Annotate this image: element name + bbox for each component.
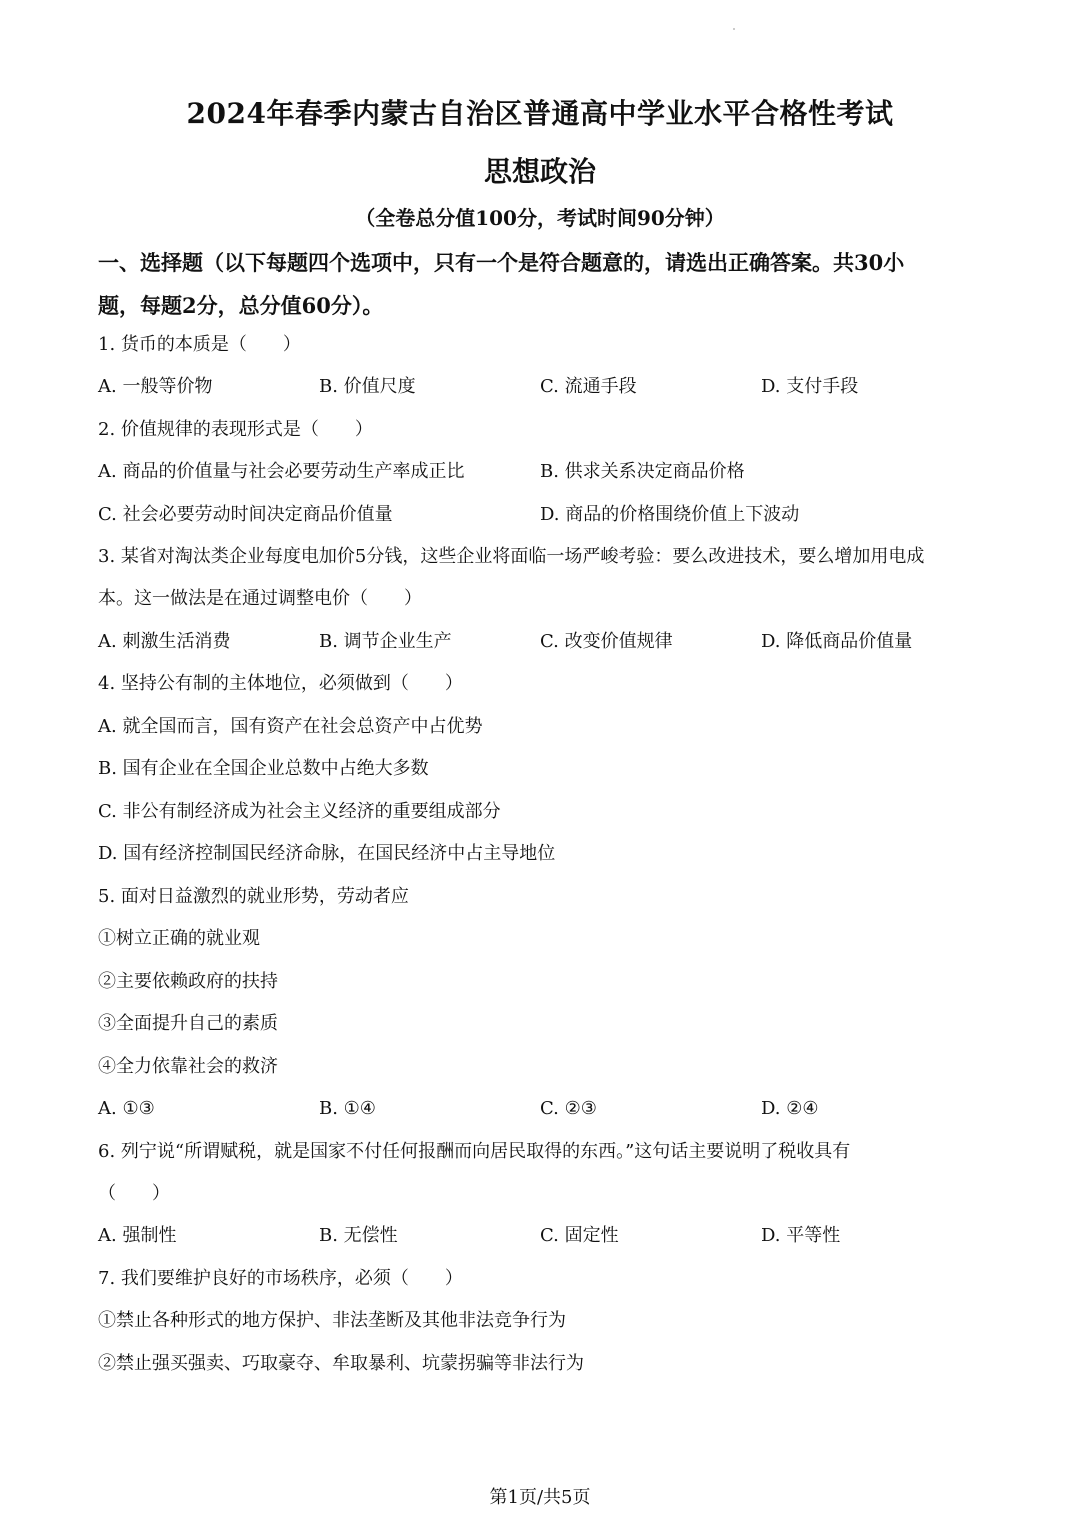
q3-option-b: B. 调节企业生产 [319, 631, 452, 652]
q4-option-b: B. 国有企业在全国企业总数中占绝大多数 [98, 758, 429, 779]
q1-option-b: B. 价值尺度 [319, 376, 416, 397]
q5-item-3: ③全面提升自己的素质 [98, 1013, 278, 1034]
q2-option-b: B. 供求关系决定商品价格 [540, 461, 745, 482]
scan-speck [733, 28, 735, 30]
question-3-stem-line2: 本。这一做法是在通过调整电价（ ） [98, 588, 422, 609]
q4-option-d: D. 国有经济控制国民经济命脉，在国民经济中占主导地位 [98, 843, 556, 864]
q6-option-d: D. 平等性 [761, 1225, 841, 1246]
q6-option-b: B. 无偿性 [319, 1225, 398, 1246]
exam-title: 2024年春季内蒙古自治区普通高中学业水平合格性考试 [186, 97, 894, 130]
question-7-stem: 7. 我们要维护良好的市场秩序，必须（ ） [98, 1268, 463, 1289]
q2-option-a: A. 商品的价值量与社会必要劳动生产率成正比 [98, 461, 465, 482]
question-2-stem: 2. 价值规律的表现形式是（ ） [98, 419, 373, 440]
question-3-stem-line1: 3. 某省对淘汰类企业每度电加价5分钱，这些企业将面临一场严峻考验：要么改进技术，要么增加用电成 [98, 546, 925, 567]
q7-item-2: ②禁止强买强卖、巧取豪夺、牟取暴利、坑蒙拐骗等非法行为 [98, 1353, 584, 1374]
q1-option-a: A. 一般等价物 [98, 376, 213, 397]
question-6-stem-line1: 6. 列宁说“所谓赋税，就是国家不付任何报酬而向居民取得的东西。”这句话主要说明了税收具有 [98, 1141, 851, 1162]
q3-option-c: C. 改变价值规律 [540, 631, 673, 652]
q1-option-d: D. 支付手段 [761, 376, 859, 397]
q6-option-c: C. 固定性 [540, 1225, 619, 1246]
q3-option-d: D. 降低商品价值量 [761, 631, 913, 652]
q2-option-c: C. 社会必要劳动时间决定商品价值量 [98, 504, 393, 525]
q7-item-1: ①禁止各种形式的地方保护、非法垄断及其他非法竞争行为 [98, 1310, 566, 1331]
q5-item-4: ④全力依靠社会的救济 [98, 1056, 278, 1077]
score-note: （全卷总分值100分，考试时间90分钟） [355, 206, 725, 230]
section-heading-line2: 题，每题2分，总分值60分）。 [98, 293, 384, 318]
q2-option-d: D. 商品的价格围绕价值上下波动 [540, 504, 800, 525]
subject-title: 思想政治 [483, 155, 596, 188]
section-heading-line1: 一、选择题（以下每题四个选项中，只有一个是符合题意的，请选出正确答案。共30小 [98, 250, 905, 275]
question-4-stem: 4. 坚持公有制的主体地位，必须做到（ ） [98, 673, 463, 694]
question-6-stem-line2: （ ） [98, 1183, 170, 1204]
q4-option-a: A. 就全国而言，国有资产在社会总资产中占优势 [98, 716, 483, 737]
q4-option-c: C. 非公有制经济成为社会主义经济的重要组成部分 [98, 801, 501, 822]
q5-option-b: B. ①④ [319, 1098, 376, 1119]
q6-option-a: A. 强制性 [98, 1225, 177, 1246]
q5-option-a: A. ①③ [98, 1098, 155, 1119]
q5-option-c: C. ②③ [540, 1098, 597, 1119]
q5-item-2: ②主要依赖政府的扶持 [98, 971, 278, 992]
q1-option-c: C. 流通手段 [540, 376, 637, 397]
question-1-stem: 1. 货币的本质是（ ） [98, 334, 301, 355]
page-number-footer: 第1页/共5页 [489, 1487, 591, 1508]
q5-item-1: ①树立正确的就业观 [98, 928, 260, 949]
question-5-stem: 5. 面对日益激烈的就业形势，劳动者应 [98, 886, 409, 907]
q5-option-d: D. ②④ [761, 1098, 819, 1119]
q3-option-a: A. 刺激生活消费 [98, 631, 231, 652]
